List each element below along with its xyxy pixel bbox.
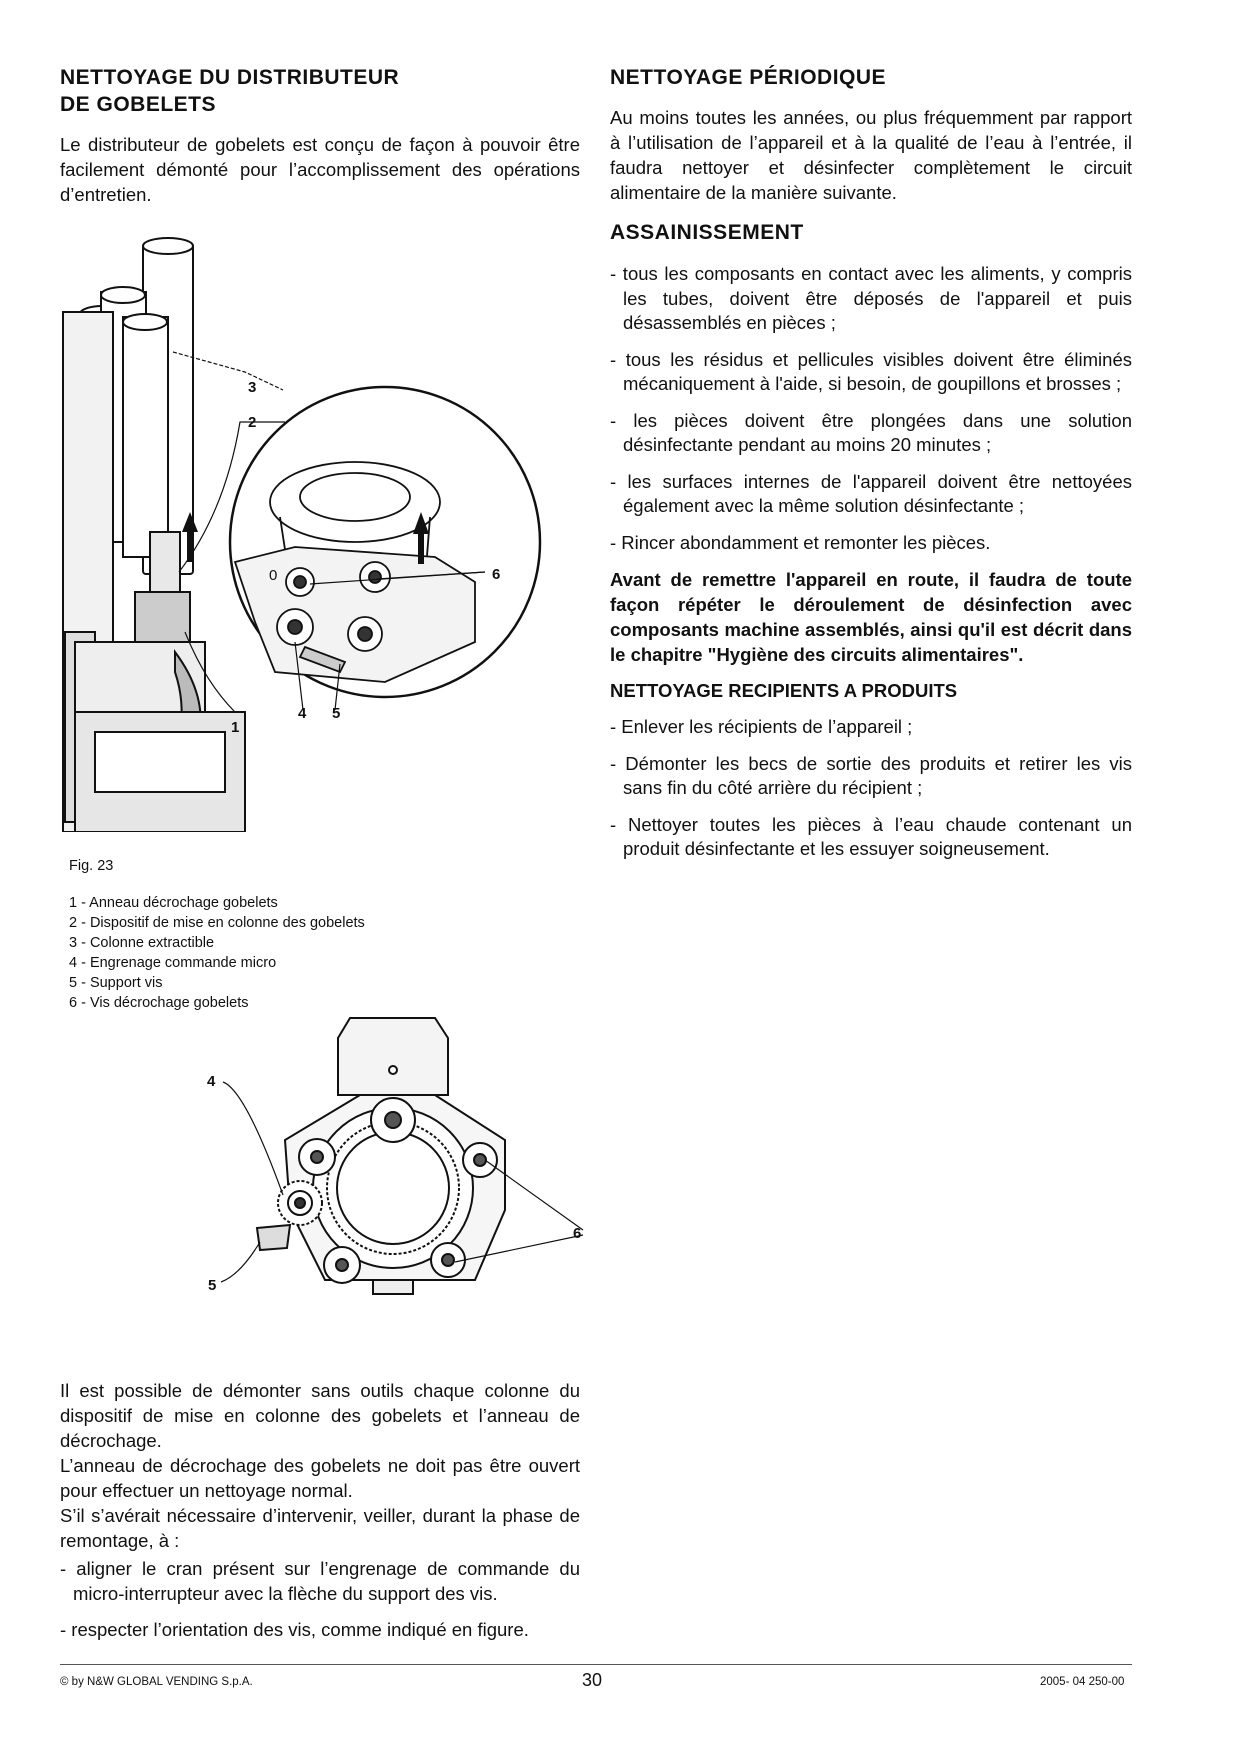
label-6: 6 (492, 566, 501, 583)
left-bottom-text (60, 1378, 580, 1655)
label-0: 0 (269, 567, 278, 584)
left-column (60, 64, 580, 207)
footer-copyright: © by N&W GLOBAL VENDING S.p.A. (60, 1676, 253, 1688)
label-3: 3 (248, 379, 257, 396)
legend-item: 5 - Support vis (69, 975, 163, 991)
sanitizing-bullet: - les pièces doivent être plongées dans une solution désinfectante pendant au moins 20 minutes ; (610, 409, 1132, 455)
label-2: 2 (248, 414, 257, 431)
right-column (610, 64, 1132, 874)
footer-rule (60, 1664, 1132, 1665)
container-bullet: - Nettoyer toutes les pièces à l’eau chaude contenant un produit désinfectante et les essuyer soigneusement. (610, 813, 1132, 859)
legend-item: 6 - Vis décrochage gobelets (69, 995, 249, 1011)
section-title-sanitizing: ASSAINISSEMENT (610, 221, 804, 244)
figure-caption: Fig. 23 (69, 858, 114, 874)
body-paragraph: Il est possible de démonter sans outils chaque colonne du dispositif de mise en colonne des gobelets et l’anneau de décrochage. (60, 1380, 580, 1451)
label-5: 5 (332, 705, 341, 722)
sanitizing-bullet: - les surfaces internes de l'appareil doivent être nettoyées également avec la même solution désinfectante ; (610, 470, 1132, 516)
label-4: 4 (298, 705, 307, 722)
label-1: 1 (231, 719, 240, 736)
fig2-label-6: 6 (573, 1225, 582, 1242)
subsection-title-containers: NETTOYAGE RECIPIENTS A PRODUITS (610, 680, 958, 701)
container-bullet: - Démonter les becs de sortie des produits et retirer les vis sans fin du côté arrière du récipient ; (610, 752, 1132, 798)
figure-23-cup-dispenser (55, 232, 545, 832)
section-title-cup-dispenser: NETTOYAGE DU DISTRIBUTEUR DE GOBELETS (60, 66, 400, 116)
sanitizing-bullet: - tous les résidus et pellicules visibles doivent être éliminés mécaniquement à l'aide, si besoin, de goupillons et brosses ; (610, 348, 1132, 394)
figure-legend (69, 893, 365, 1013)
remount-bullet: - aligner le cran présent sur l’engrenage de commande du micro-interrupteur avec la flèche du support des vis. (60, 1558, 580, 1604)
sanitizing-bullet: - Rincer abondamment et remonter les pièces. (610, 531, 991, 553)
footer-doc-code: 2005- 04 250-00 (1040, 1676, 1125, 1688)
figure-ring-top-view (205, 1010, 595, 1345)
legend-item: 2 - Dispositif de mise en colonne des gobelets (69, 915, 365, 931)
fig2-label-4: 4 (207, 1073, 216, 1090)
legend-item: 4 - Engrenage commande micro (69, 955, 277, 971)
page-number: 30 (582, 1670, 603, 1690)
sanitizing-bullet: - tous les composants en contact avec les aliments, y compris les tubes, doivent être déposés de l'appareil et puis désassemblés en pièces ; (610, 263, 1132, 333)
container-bullet: - Enlever les récipients de l’appareil ; (610, 716, 913, 737)
body-paragraph: L’anneau de décrochage des gobelets ne doit pas être ouvert pour effectuer un nettoyage normal. (60, 1455, 580, 1501)
periodic-intro: Au moins toutes les années, ou plus fréquemment par rapport à l’utilisation de l’appareil et à la qualité de l’eau à l’entrée, il faudra nettoyer et désinfecter complètement le circuit alimentaire de la manière suivante. (610, 107, 1132, 203)
legend-item: 3 - Colonne extractible (69, 935, 215, 951)
section-title-periodic: NETTOYAGE PÉRIODIQUE (610, 66, 887, 89)
remount-bullet: - respecter l’orientation des vis, comme indiqué en figure. (60, 1619, 529, 1640)
fig2-label-5: 5 (208, 1277, 217, 1294)
body-paragraph: S’il s’avérait nécessaire d’intervenir, veiller, durant la phase de remontage, à : (60, 1505, 580, 1551)
warning-paragraph: Avant de remettre l'appareil en route, il faudra de toute façon répéter le déroulement de désinfection avec composants machine assemblés, ainsi qu'il est décrit dans le chapitre "Hygiène des circuits alimentaires". (610, 569, 1132, 665)
legend-item: 1 - Anneau décrochage gobelets (69, 895, 278, 911)
intro-paragraph: Le distributeur de gobelets est conçu de façon à pouvoir être facilement démonté pour l’accomplissement des opérations d’entretien. (60, 134, 580, 205)
